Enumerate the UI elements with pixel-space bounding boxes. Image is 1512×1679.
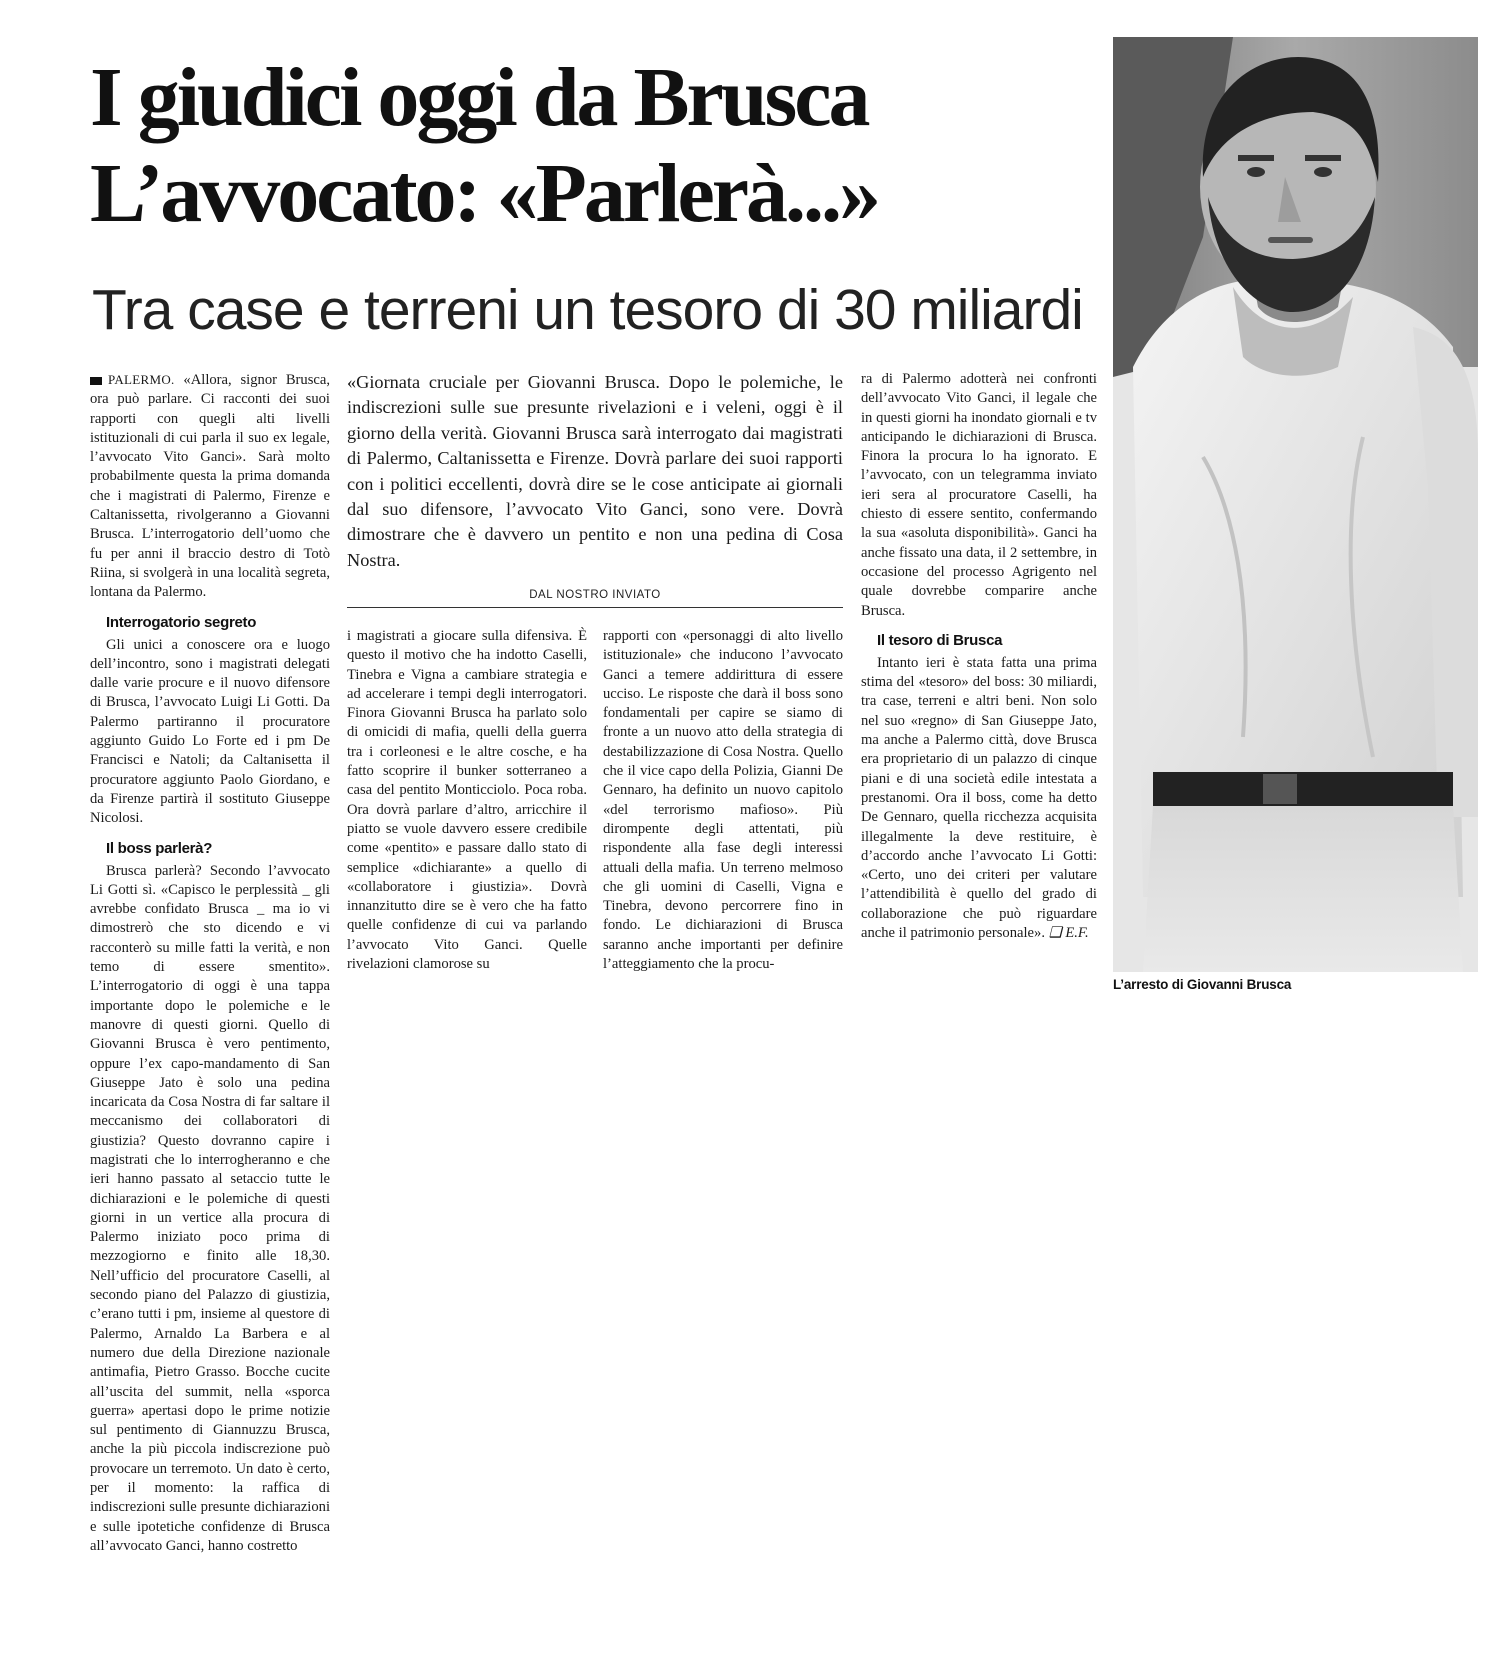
photo-illustration xyxy=(1113,37,1478,972)
author-signature: ❑ E.F. xyxy=(1048,925,1089,942)
headline xyxy=(90,50,1110,242)
article-column-2 xyxy=(347,627,587,974)
paragraph-opening xyxy=(90,370,330,603)
paragraph: ra di Palermo adotterà nei confronti dell’avvocato Vito Ganci, il legale che in questi giorni ha inondato giornali e tv anticipando le dichiarazioni di Brusca. Finora la procura lo ha ignorato. E l’avvocato, con un telegramma inviato ieri sera al procuratore Caselli, ha chiesto di essere sentito, confermando la sua «asoluta disponibilità». Ganci ha anche fissato una data, il 2 settembre, in occasione del processo Agrigento nel quale dovrebbe comparire anche Brusca. xyxy=(861,371,1097,619)
article-column-3 xyxy=(603,627,843,974)
subheadline: Tra case e terreni un tesoro di 30 miliardi xyxy=(92,278,1083,342)
paragraph-text: Intanto ieri è stata fatta una prima stima del «tesoro» del boss: 30 miliardi, tra case, terreni e altri beni. Non solo nel suo «regno» di San Giuseppe Jato, ma anche a Palermo città, dove Brusca era proprietario di un palazzo di cinque piani e di una società edile intestata a prestanomi. Ora il boss, come ha detto De Gennaro, quella ricchezza acquisita illegalmente la deve restituire, è d’accordo anche l’avvocato Li Gotti: «Certo, uno dei criteri per valutare l’attendibilità è quello del grado di collaborazione che può riguardare anche il patrimonio personale». xyxy=(861,654,1097,942)
photo-caption: L’arresto di Giovanni Brusca xyxy=(1113,977,1292,992)
photo-giovanni-brusca xyxy=(1113,37,1478,972)
paragraph: i magistrati a giocare sulla difensiva. È questo il motivo che ha indotto Caselli, Tinebra e Vigna a cambiare strategia e ad accelerare i tempi degli interrogatori. Finora Giovanni Brusca ha parlato solo di omicidi di mafia, quelli della guerra tra i corleonesi e le altre cosche, e ha fatto scoprire il bunker sotterraneo a casa del pentito Monticciolo. Poca roba. Ora dovrà parlare d’altro, arricchire il piatto se vuole davvero essere credibile come «pentito» e passare dallo stato di semplice «dichiarante» a quello di «collaboratore i giustizia». Dovrà innanzitutto dire se è vero che ha fatto quelle confidenze di cui va parlando l’avvocato Vito Ganci. Quelle rivelazioni clamorose su xyxy=(347,628,587,973)
kicker-label: DAL NOSTRO INVIATO xyxy=(347,589,843,608)
paragraph xyxy=(861,654,1097,943)
paragraph: rapporti con «personaggi di alto livello istituzionale» che inducono l’avvocato Ganci a temere addirittura di essere ucciso. Le risposte che darà il boss sono fondamentali per capire se siamo di fronte a un nuovo atto della strategia di destabilizzazione di Cosa Nostra. Quello che il vice capo della Polizia, Gianni De Gennaro, ha definito un nuovo capitolo «del terrorismo mafioso». Più dirompente degli attentati, più rispondente alla fase degli interessi attuali della mafia. Un terreno melmoso che gli uomini di Caselli, Vigna e Tinebra, devono percorrere fino in fondo. Le dichiarazioni di Brusca saranno anche importanti per definire l’atteggiamento che la procu- xyxy=(603,628,843,973)
article-column-4 xyxy=(861,370,1097,943)
section-heading-tesoro: Il tesoro di Brusca xyxy=(877,631,1003,649)
dateline-square-icon xyxy=(90,377,102,385)
opening-text: «Allora, signor Brusca, ora può parlare. Ci racconti dei suoi rapporti con quegli alti livelli istituzionali di cui parla il suo ex legale, l’avvocato Vito Ganci». Sarà molto probabilmente questa la prima domanda che i magistrati di Palermo, Firenze e Caltanissetta, rivolgeranno a Giovanni Brusca. L’interrogatorio dell’uomo che fu per anni il braccio destro di Totò Riina, si svolgerà in una località segreta, lontana da Palermo. xyxy=(90,372,330,601)
section-heading-interrogatorio: Interrogatorio segreto xyxy=(106,613,257,631)
headline-line-2: L’avvocato: «Parlerà...» xyxy=(90,147,879,240)
section-heading-boss: Il boss parlerà? xyxy=(106,839,213,857)
article-column-1 xyxy=(90,370,330,1556)
paragraph: Gli unici a conoscere ora e luogo dell’incontro, sono i magistrati delegati dalle varie procure e il nuovo difensore di Brusca, l’avvocato Luigi Li Gotti. Da Palermo partiranno il procuratore aggiunto Guido Lo Forte ed i pm De Francisci e Natoli; da Caltanisetta il procuratore aggiunto Paolo Giordano, e da Firenze partirà il sostituto Giuseppe Nicolosi. xyxy=(90,636,330,827)
dateline: PALERMO. xyxy=(108,372,175,387)
headline-line-1: I giudici oggi da Brusca xyxy=(90,51,868,144)
paragraph: Brusca parlerà? Secondo l’avvocato Li Gotti sì. «Capisco le perplessità _ gli avrebbe confidato Brusca _ ma io vi dimostrerò che sto dicendo e vi racconterò su mille fatti la verità, e non temo di essere smentito». L’interrogatorio di oggi è una tappa importante dopo le polemiche e le manovre di questi giorni. Quello di Giovanni Brusca è vero pentimento, oppure l’ex capo-mandamento di San Giuseppe Jato è solo una pedina incaricata da Cosa Nostra di far saltare il meccanismo dei collaboratori di giustizia? Questo dovranno capire i magistrati che lo interrogheranno e che ieri hanno passato al setaccio tutte le dichiarazioni e le polemiche di questi giorni in un vertice alla procura di Palermo iniziato poco prima di mezzogiorno e finito alle 18,30. Nell’ufficio del procuratore Caselli, al secondo piano del Palazzo di giustizia, c’erano tutti i pm, insieme al questore di Palermo, Arnaldo La Barbera e al numero due della Direzione nazionale antimafia, Pietro Grasso. Bocche cucite all’uscita del summit, nella «sporca guerra» apertasi dopo le prime notizie sul pentimento di Giannuzzu Brusca, anche la più piccola indiscrezione può provocare un terremoto. Un dato è certo, per il momento: la raffica di indiscrezioni sulle presunte dichiarazioni e sulle ipotetiche confidenze di Brusca all’avvocato Ganci, hanno costretto xyxy=(90,862,330,1554)
lead-paragraph: «Giornata cruciale per Giovanni Brusca. Dopo le polemiche, le indiscrezioni sulle sue presunte rivelazioni e i veleni, oggi è il giorno della verità. Giovanni Brusca sarà interrogato dai magistrati di Palermo, Caltanissetta e Firenze. Dovrà parlare dei suoi rapporti con i politici eccellenti, dovrà dire se le cose anticipate ai giornali dal suo difensore, l’avvocato Vito Ganci, sono vere. Dovrà dimostrare che è davvero un pentito e non una pedina di Cosa Nostra. xyxy=(347,372,843,570)
